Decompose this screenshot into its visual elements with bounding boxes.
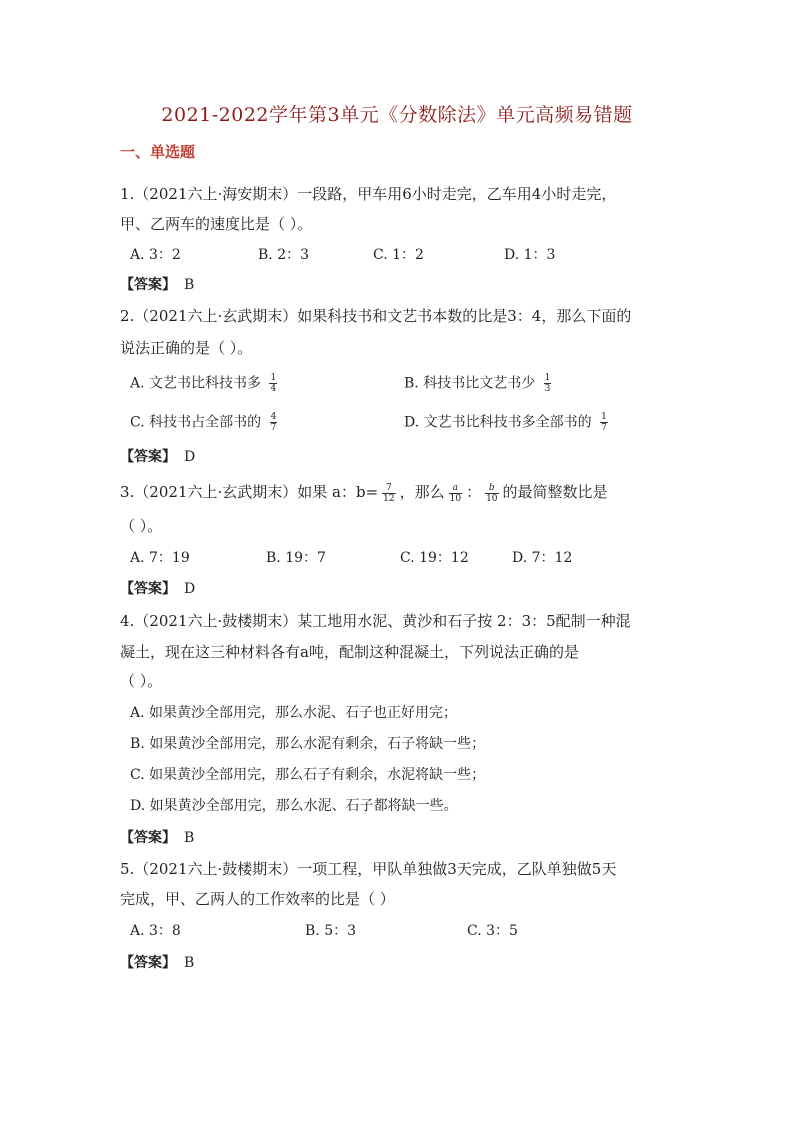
answer-label: 【答案】 [120,581,176,597]
fraction-denominator: 10 [486,493,498,504]
q2-answer [120,447,195,467]
q5-answer [120,953,194,973]
fraction-numerator: 7 [382,483,395,494]
q4-answer [120,828,194,848]
q3-answer [120,579,195,599]
answer-label: 【答案】 [120,955,176,971]
q2-option-c-fraction [270,412,278,433]
q3-option-a: A. 7：19 [130,550,190,566]
q2-option-c-text: C. 科技书占全部书的 [130,414,262,431]
q1-option-a: A. 3：2 [130,247,181,263]
q5-line2: 完成，甲、乙两人的工作效率的比是（ ） [120,890,395,908]
q2-option-c [130,412,281,433]
q1-answer [120,275,194,295]
fraction-numerator: b [485,483,498,494]
q3-line1-prefix: 3.（2021六上·玄武期末）如果 a：b= [120,483,379,501]
q5-option-c: C. 3：5 [467,923,518,939]
fraction-denominator: 7 [270,423,277,433]
fraction-denominator: 4 [270,384,277,394]
fraction-denominator: 7 [601,423,607,433]
q4-answer-value: B [184,830,195,846]
answer-label: 【答案】 [120,277,176,293]
fraction-numerator: a [449,483,462,494]
q1-option-d: D. 1：3 [504,247,556,263]
q1-answer-value: B [184,277,195,293]
fraction-numerator: 4 [270,412,277,422]
fraction-numerator: 1 [270,373,277,383]
q3-fraction-7-12 [382,483,395,504]
q2-option-a [130,373,281,394]
q4-line3: （ ）。 [120,672,163,690]
q5-answer-value: B [184,955,195,971]
answer-label: 【答案】 [120,830,176,846]
q4-option-a: A. 如果黄沙全部用完，那么水泥、石子也正好用完； [130,705,458,721]
q2-option-a-text: A. 文艺书比科技书多 [130,375,262,392]
fraction-numerator: 1 [544,373,551,383]
section-heading: 一、单选题 [120,143,196,161]
answer-label: 【答案】 [120,449,176,465]
q2-answer-value: D [184,449,196,465]
q2-option-a-fraction [269,373,277,394]
q1-line2: 甲、乙两车的速度比是（ ）。 [120,215,313,233]
q3-option-b: B. 19：7 [266,550,326,566]
q1-option-b: B. 2：3 [258,247,310,263]
q3-option-c: C. 19：12 [400,550,469,566]
fraction-numerator: 1 [601,412,607,422]
fraction-denominator: 12 [383,493,395,504]
q2-option-b-fraction [544,373,552,394]
q3-answer-value: D [184,581,196,597]
q1-line1: 1.（2021六上·海安期末）一段路，甲车用6小时走完，乙车用4小时走完， [120,185,617,203]
q3-fraction-b-10 [485,483,498,504]
fraction-denominator: 10 [449,493,462,504]
q3-line1 [120,482,608,504]
q5-option-b: B. 5：3 [305,923,357,939]
q4-option-d: D. 如果黄沙全部用完，那么水泥、石子都将缺一些。 [130,798,458,814]
q2-option-b [404,373,555,394]
q5-option-a: A. 3：8 [130,923,181,939]
document-title: 2021-2022学年第3单元《分数除法》单元高频易错题 [161,104,633,126]
q2-option-d-fraction [600,412,608,433]
q2-line1: 2.（2021六上·玄武期末）如果科技书和文艺书本数的比是3：4，那么下面的 [120,307,632,325]
q2-option-d-text: D. 文艺书比科技书多全部书的 [404,414,592,431]
q3-colon: ： [466,483,482,501]
q1-option-c: C. 1：2 [373,247,424,263]
q3-fraction-a-10 [449,483,462,504]
q3-line1-suffix: 的最简整数比是 [502,483,608,501]
q4-option-c: C. 如果黄沙全部用完，那么石子有剩余，水泥将缺一些； [130,767,486,783]
q4-line1: 4.（2021六上·鼓楼期末）某工地用水泥、黄沙和石子按 2：3：5配制一种混 [120,612,631,630]
q2-option-d [404,412,612,433]
q4-option-b: B. 如果黄沙全部用完，那么水泥有剩余，石子将缺一些； [130,736,486,752]
q3-line2: （ ）。 [120,517,163,535]
q3-line1-mid: ，那么 [399,483,445,501]
q2-line2: 说法正确的是（ ）。 [120,339,253,357]
q4-line2: 凝土，现在这三种材料各有a吨，配制这种混凝土，下列说法正确的是 [120,643,579,661]
fraction-denominator: 3 [544,384,551,394]
q5-line1: 5.（2021六上·鼓楼期末）一项工程，甲队单独做3天完成，乙队单独做5天 [120,860,617,878]
q2-option-b-text: B. 科技书比文艺书少 [404,375,536,392]
q3-option-d: D. 7：12 [512,550,573,566]
